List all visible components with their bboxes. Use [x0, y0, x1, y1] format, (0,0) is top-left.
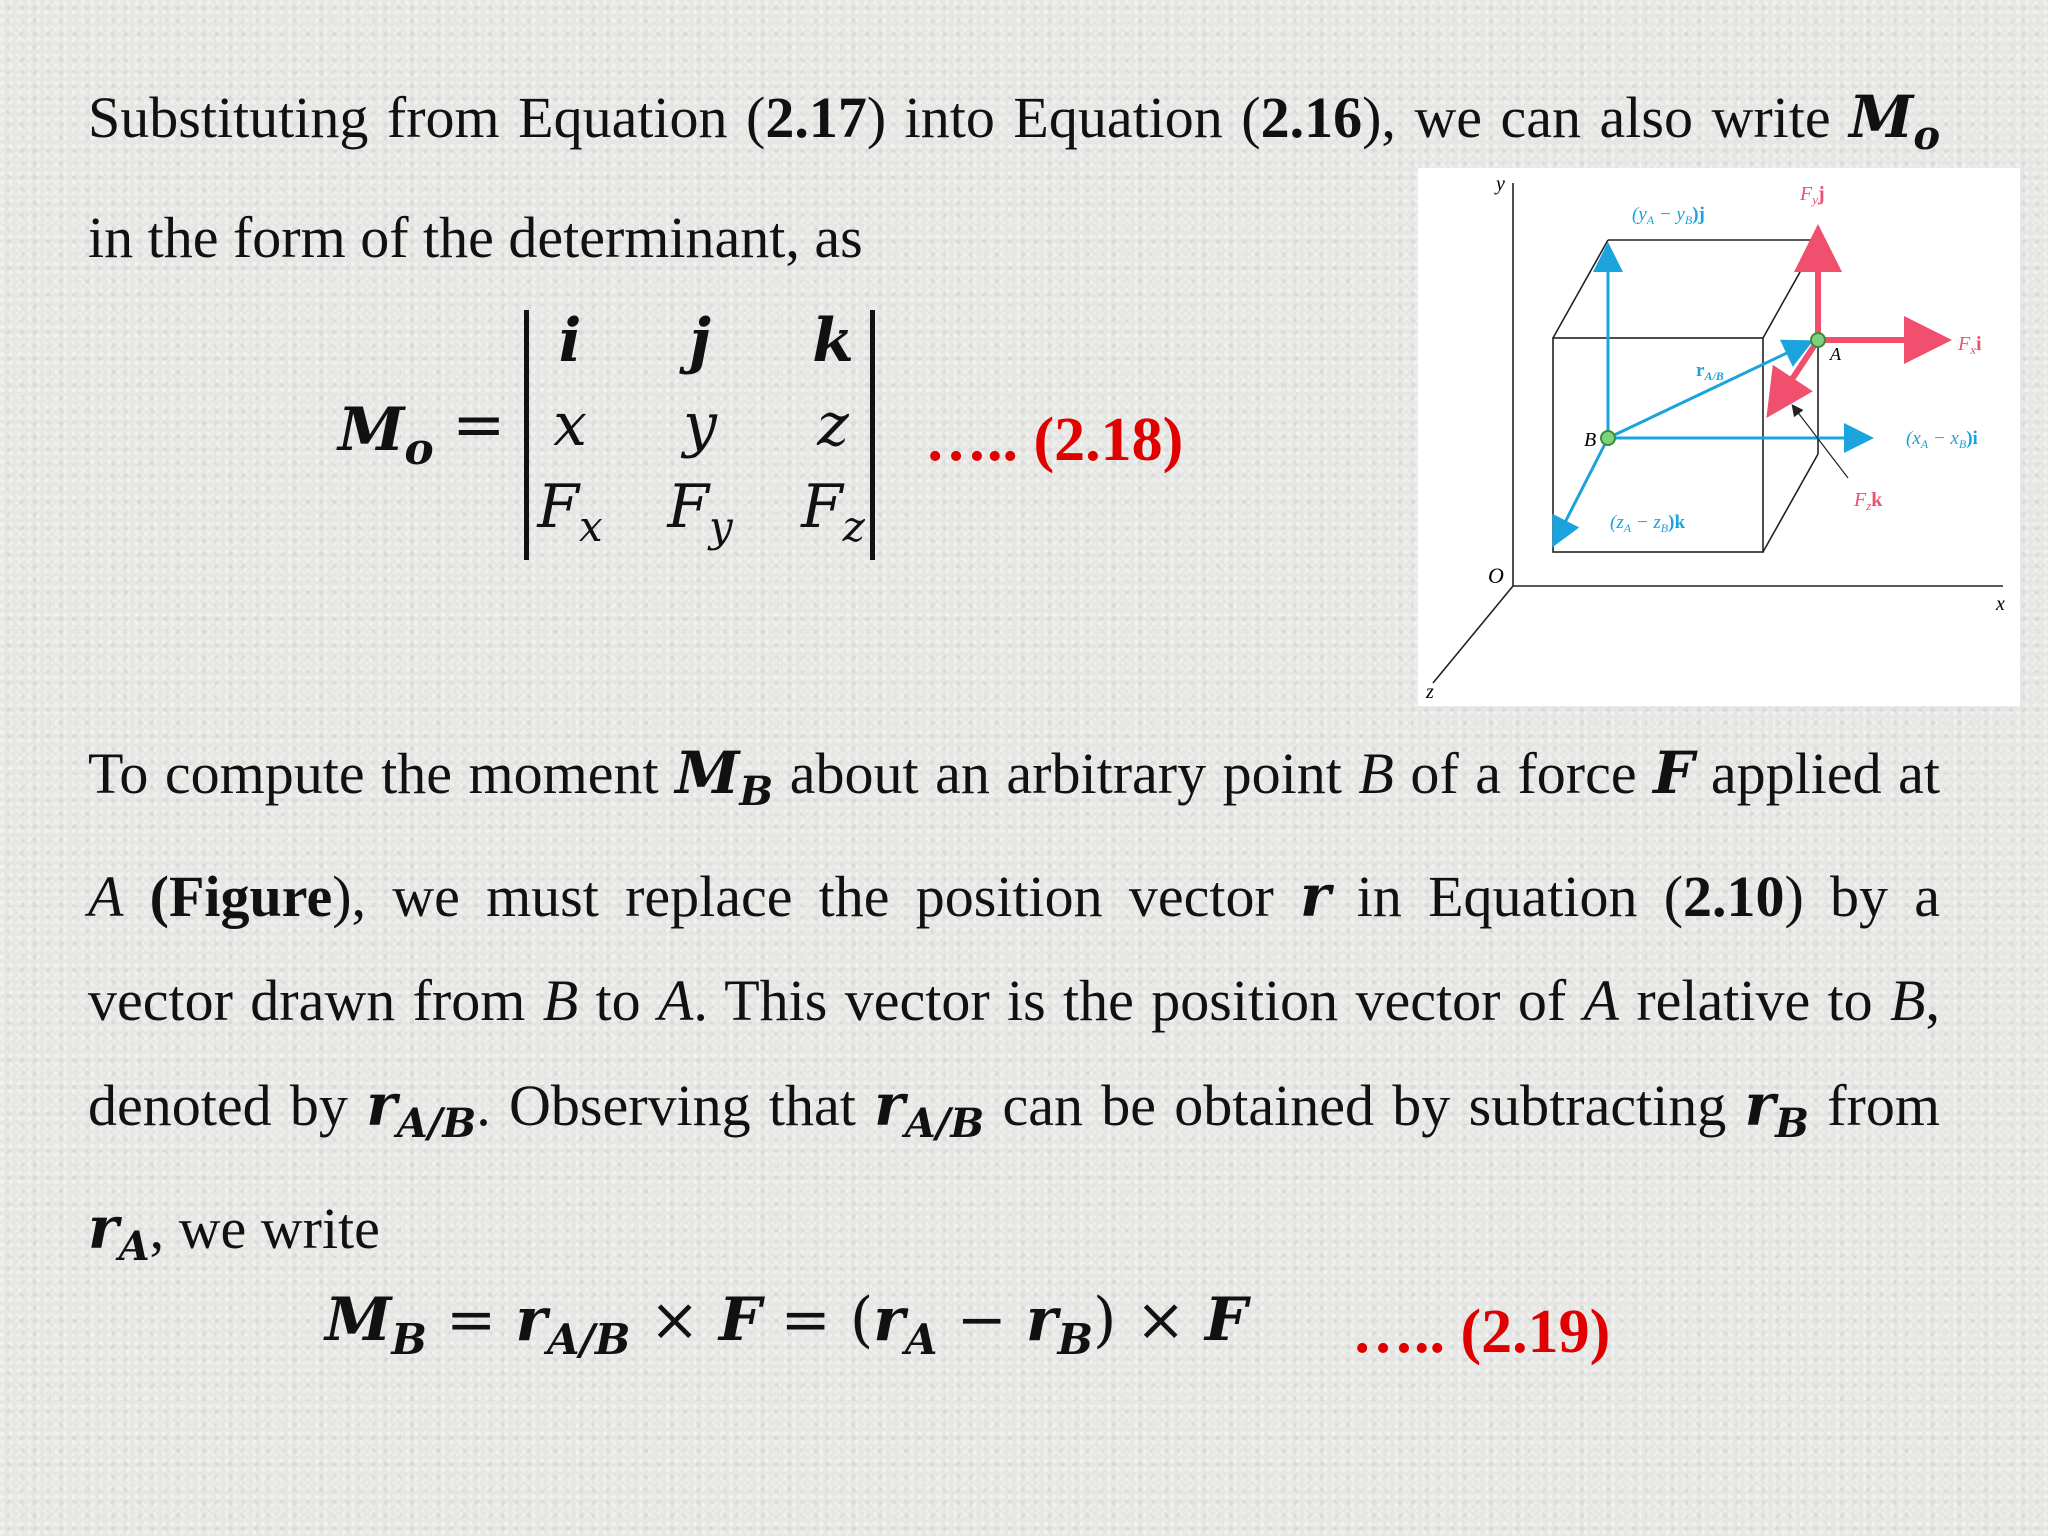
point-a	[1811, 333, 1825, 347]
det-cell: $F_z$	[801, 472, 865, 551]
det-cell: z	[817, 390, 849, 460]
intro-paragraph: Substituting from Equation (2.17) into Equation (2.16), we can also write $M_o$ in the form of the determinant, as	[88, 83, 1941, 270]
equation-number: ….. (2.18)	[925, 406, 1184, 474]
fyj-label: $F_yj$	[1800, 183, 1825, 207]
x-diff-label: $(x_A - x_B)i$	[1906, 428, 1978, 451]
rab-label: $r_{A/B}$	[1696, 360, 1724, 383]
diagram-svg	[1418, 168, 2020, 706]
main-paragraph: To compute the moment $M_B$ about an arbitrary point B of a force F applied at A (Figure), we must replace the position vector r in Equation (2.10) by a vector drawn from B to A. This vector is the position vector of A relative to B, denoted by $r_{A/B}$. Observing that $r_{A/B}$ can be obtained by subtracting $r_B$ from $r_A$, we write	[88, 739, 1940, 1270]
y-diff-label: $(y_A - y_B)j$	[1632, 204, 1705, 227]
vector-diagram-figure	[1418, 168, 2020, 706]
figure-ref: Figure	[168, 864, 333, 929]
equation-number: ….. (2.19)	[1352, 1298, 1611, 1366]
equation-ref: 2.10	[1683, 864, 1785, 929]
origin-label: O	[1488, 563, 1504, 588]
position-vector-rab	[1608, 343, 1808, 438]
det-cell: $F_y$	[667, 472, 733, 551]
equation-ref: 2.16	[1260, 85, 1363, 150]
z-axis	[1433, 586, 1513, 683]
det-cell: k	[812, 306, 854, 376]
point-b	[1601, 431, 1615, 445]
det-cell: $F_x$	[537, 472, 603, 551]
z-axis-label: z	[1426, 681, 1434, 703]
point-a-label: A	[1830, 344, 1841, 364]
x-axis-label: x	[1996, 593, 2005, 615]
fz-pointer-line	[1793, 406, 1848, 478]
z-component-vector	[1555, 438, 1608, 542]
determinant-lhs: $M_o$	[338, 395, 434, 475]
fxi-label: $F_xi$	[1958, 333, 1982, 357]
point-b-label: B	[1584, 429, 1597, 451]
det-cell: y	[683, 390, 717, 460]
equals-sign: =	[452, 388, 506, 462]
z-diff-label: $(z_A - z_B)k$	[1610, 512, 1686, 535]
moment-equation: $M_B = r_{A/B} \times F = (r_A - r_B) \times F$	[325, 1285, 1248, 1364]
equation-ref: 2.17	[765, 85, 867, 150]
det-cell: x	[553, 390, 587, 460]
y-axis-label: y	[1496, 173, 1505, 195]
det-cell: i	[558, 306, 582, 376]
moment-symbol: M	[1849, 83, 1914, 151]
fzk-label: $F_zk$	[1854, 489, 1883, 513]
det-cell: j	[689, 306, 711, 376]
